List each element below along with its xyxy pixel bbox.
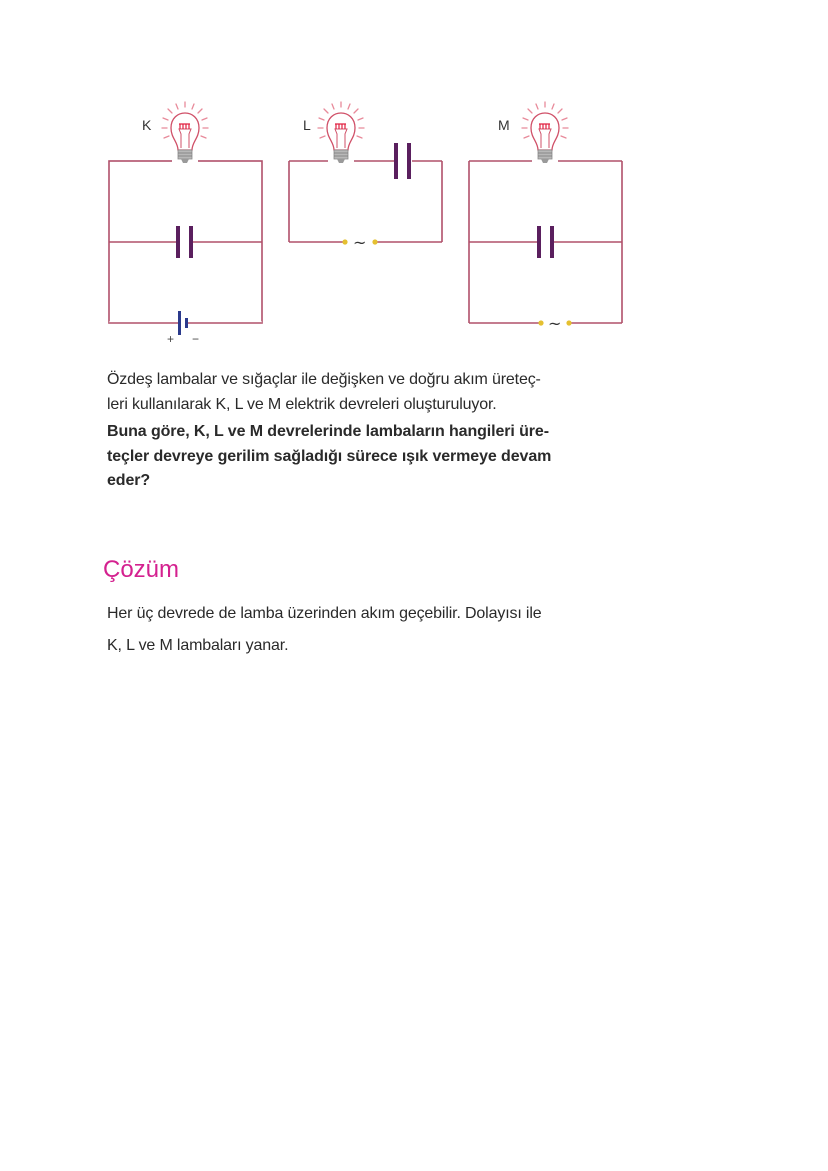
circuit-label-k: K [142,117,152,133]
capacitor-icon [394,143,398,179]
lamp-icon [162,102,208,163]
question-block [107,368,637,494]
solution-text-line: K, L ve M lambaları yanar. [107,637,289,654]
solution-heading: Çözüm [103,556,180,583]
lamp-icon [318,102,364,163]
circuit-figure [100,95,640,350]
circuit-label-m: M [498,117,510,133]
solution-text [107,598,637,662]
circuit-m [469,102,622,333]
ac-terminal [538,320,543,325]
svg-text:+: + [167,332,175,346]
svg-text:−: − [192,332,200,346]
question-prompt-line: teçler devreye gerilim sağladığı sürece ışık vermeye devam [107,447,552,465]
circuit-label-l: L [303,117,311,133]
capacitor-icon [176,226,180,258]
question-prompt-line: Buna göre, K, L ve M devrelerinde lambaların hangileri üre- [107,423,549,440]
battery-icon [178,311,181,335]
ac-source-icon: ~ [353,233,367,252]
ac-source-icon: ~ [548,314,562,333]
question-prompt-line: eder? [107,472,151,489]
solution-text-line: Her üç devrede de lamba üzerinden akım geçebilir. Dolayısı ile [107,605,542,622]
lamp-icon [522,102,568,163]
circuit-k [109,102,262,346]
ac-terminal [342,239,347,244]
question-text-line: leri kullanılarak K, L ve M elektrik devreleri oluşturuluyor. [107,395,497,413]
circuit-l [289,102,442,252]
question-text-line: Özdeş lambalar ve sığaçlar ile değişken ve doğru akım üreteç- [107,371,541,388]
circuits-diagram [100,95,640,350]
capacitor-icon [537,226,541,258]
